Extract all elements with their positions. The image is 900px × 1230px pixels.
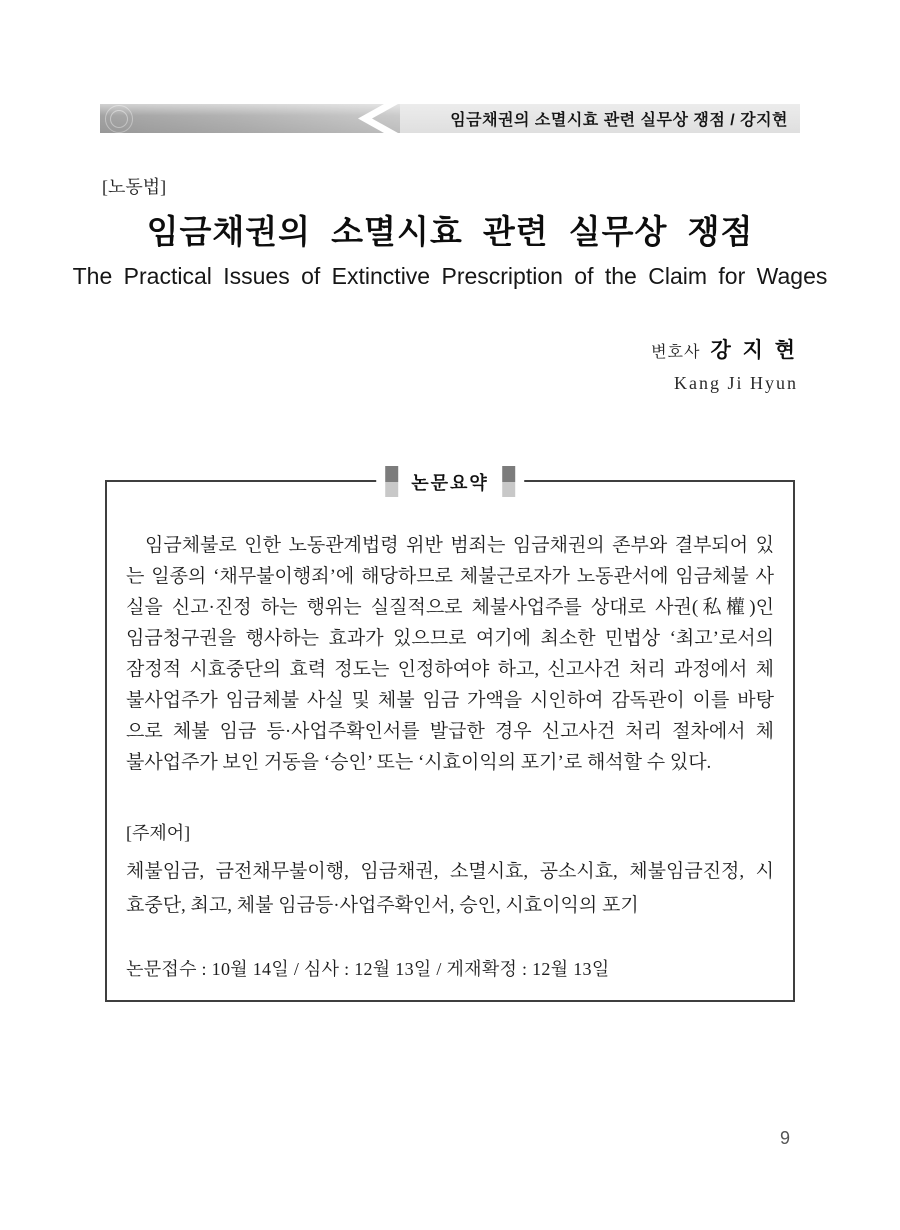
abstract-line: 불사업주가 보인 거동을 ‘승인’ 또는 ‘시효이익의 포기’로 해석할 수 있다.	[126, 752, 712, 773]
author-line	[651, 334, 798, 364]
heading-ornament-right-icon	[502, 466, 515, 497]
keywords-block	[126, 855, 774, 923]
abstract-line: 임금청구권을 행사하는 효과가 있으므로 여기에 최소한 민법상 ‘최고’로서의	[126, 628, 774, 649]
abstract-box	[105, 472, 795, 1002]
abstract-line: 는 일종의 ‘채무불이행죄’에 해당하므로 체불근로자가 노동관서에 임금체불 사	[126, 566, 774, 587]
abstract-heading-label: 논문요약	[411, 472, 489, 493]
author-name-english: Kang Ji Hyun	[674, 373, 798, 393]
abstract-line: 실을 신고·진정 하는 행위는 실질적으로 체불사업주를 상대로 사권(私權)인	[126, 597, 774, 618]
article-title-english: The Practical Issues of Extinctive Prescription of the Claim for Wages	[72, 263, 828, 289]
chevron-left-icon	[352, 104, 404, 133]
abstract-line: 불사업주가 임금체불 사실 및 체불 임금 가액을 시인하여 감독관이 이를 바탕	[126, 690, 774, 711]
article-category: [노동법]	[102, 177, 167, 197]
abstract-line: 임금체불로 인한 노동관계법령 위반 범죄는 임금채권의 존부와 결부되어 있	[145, 535, 774, 556]
heading-ornament-left-icon	[385, 466, 398, 497]
abstract-paragraph	[126, 530, 774, 778]
submission-dates: 논문접수 : 10월 14일 / 심사 : 12월 13일 / 게재확정 : 12월 13일	[126, 959, 610, 979]
keywords-line: 효중단, 최고, 체불 임금등·사업주확인서, 승인, 시효이익의 포기	[126, 895, 639, 916]
journal-seal-icon	[105, 105, 133, 133]
author-name-korean: 강 지 현	[710, 339, 798, 362]
abstract-heading	[376, 465, 524, 498]
author-block	[651, 334, 798, 394]
abstract-line: 잠정적 시효중단의 효력 정도는 인정하여야 하고, 신고사건 처리 과정에서 체	[126, 659, 774, 680]
page-number: 9	[779, 1128, 790, 1148]
running-header-bar	[100, 104, 800, 133]
author-role: 변호사	[651, 344, 701, 361]
keywords-label: [주제어]	[126, 823, 191, 843]
running-header-title: 임금채권의 소멸시효 관련 실무상 쟁점 / 강지현	[400, 104, 800, 133]
keywords-line: 체불임금, 금전채무불이행, 임금채권, 소멸시효, 공소시효, 체불임금진정, 시	[126, 861, 774, 882]
abstract-line: 으로 체불 임금 등·사업주확인서를 발급한 경우 신고사건 처리 절차에서 체	[126, 721, 774, 742]
article-title-korean: 임금채권의 소멸시효 관련 실무상 쟁점	[146, 213, 754, 250]
